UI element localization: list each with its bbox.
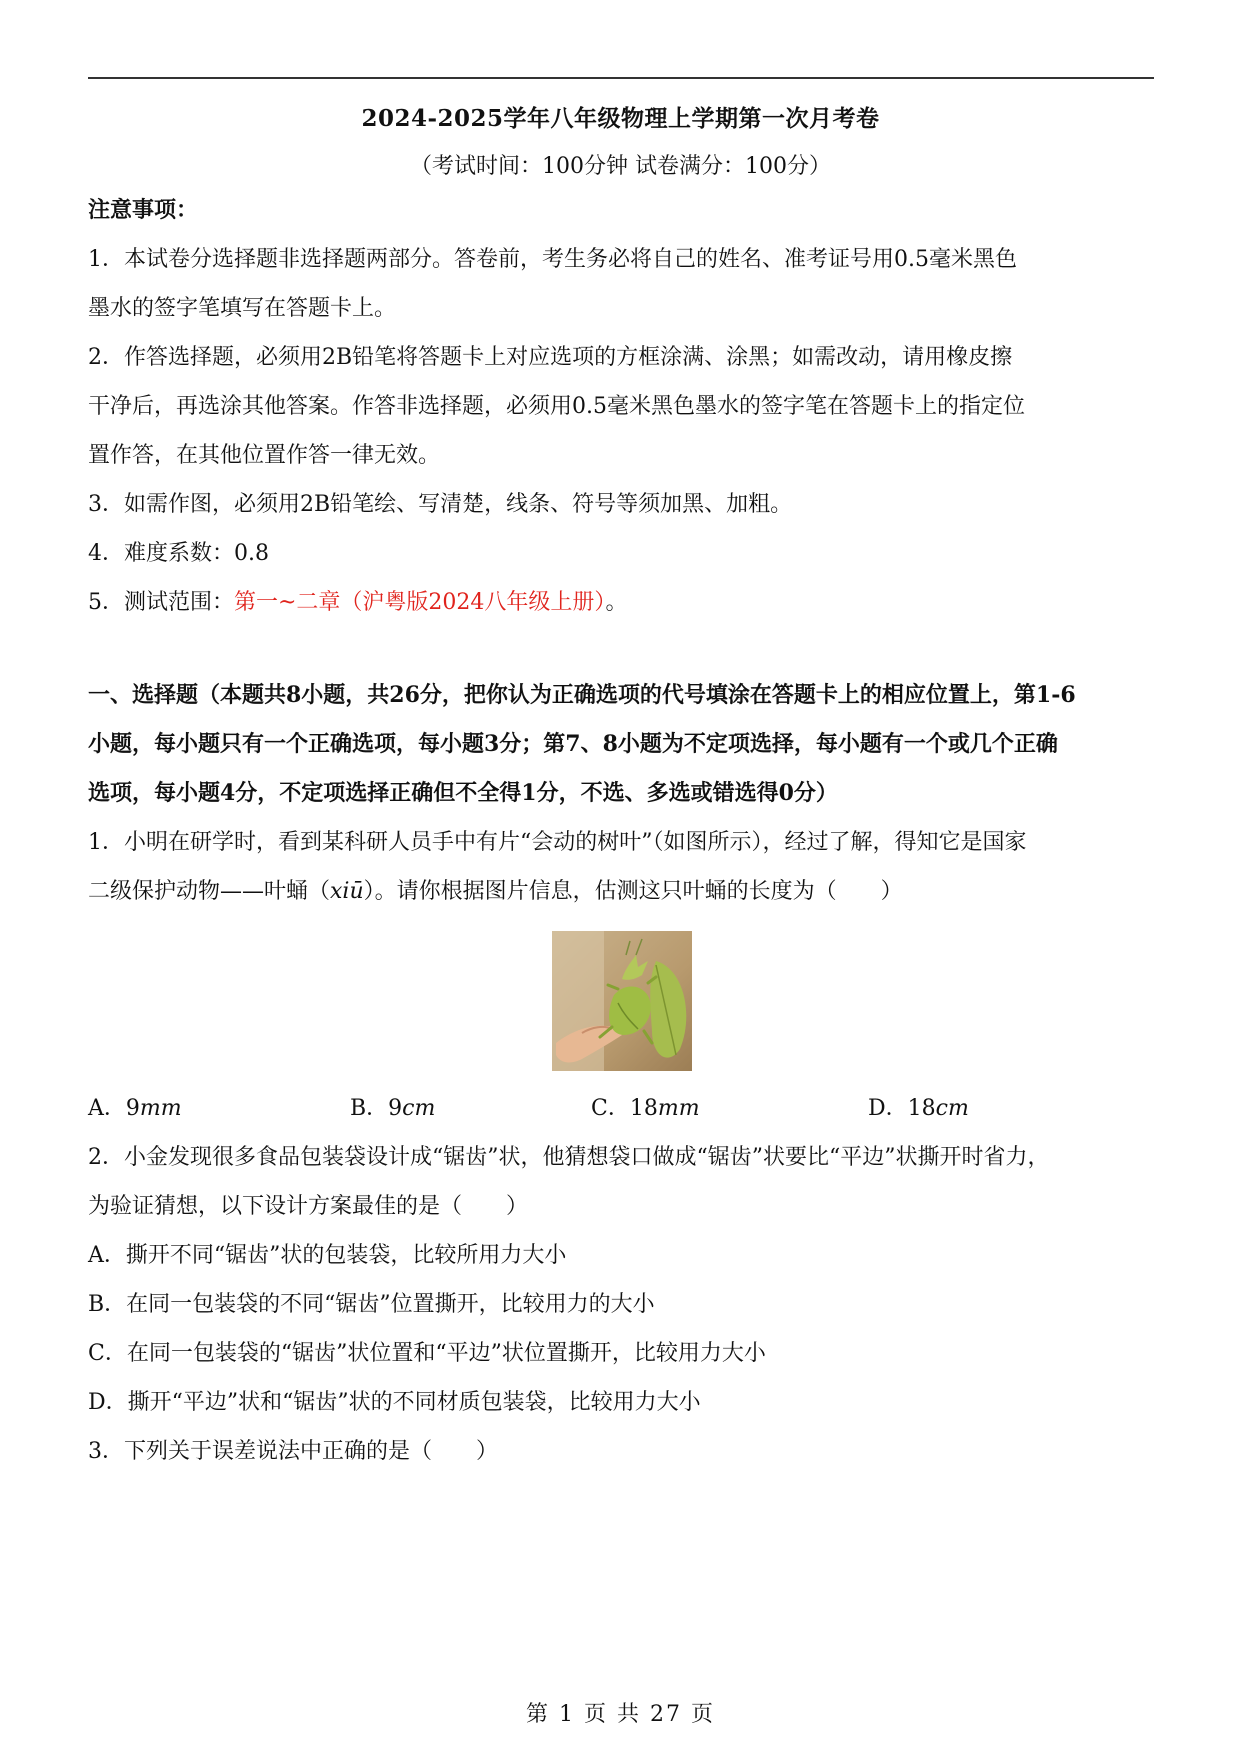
option-label: D．18 (868, 1096, 936, 1121)
notice-line: 4．难度系数：0.8 (88, 541, 269, 566)
q1-option-c[interactable] (591, 1084, 700, 1133)
option-label: C．18 (591, 1096, 658, 1121)
section-heading-line: 选项，每小题4分，不定项选择正确但不全得1分，不选、多选或错选得0分） (88, 780, 838, 806)
q1-stem-part: 二级保护动物——叶蛹（ (88, 879, 331, 904)
q1-options (88, 1084, 1154, 1133)
q2-option-b[interactable]: B．在同一包装袋的不同“锯齿”位置撕开，比较用力的大小 (88, 1292, 655, 1317)
section-heading (88, 671, 1154, 818)
q2-stem-line: 为验证猜想，以下设计方案最佳的是（ ） (88, 1194, 529, 1219)
notice-line-scope (88, 578, 1154, 627)
q3-stem: 3．下列关于误差说法中正确的是（ ） (88, 1439, 498, 1464)
q2-option-c[interactable]: C．在同一包装袋的“锯齿”状位置和“平边”状位置撕开，比较用力大小 (88, 1341, 766, 1366)
exam-title: 2024-2025学年八年级物理上学期第一次月考卷 (361, 105, 880, 132)
option-unit: cm (935, 1096, 969, 1121)
q1-stem-part: ）。请你根据图片信息，估测这只叶蛹的长度为（ ） (363, 879, 903, 904)
notice-line: 干净后，再选涂其他答案。作答非选择题，必须用0.5毫米黑色墨水的签字笔在答题卡上的指定位 (88, 394, 1025, 419)
exam-subtitle: （考试时间：100分钟 试卷满分：100分） (410, 154, 831, 179)
section-heading-line: 一、选择题（本题共8小题，共26分，把你认为正确选项的代号填涂在答题卡上的相应位置上，第1-6 (88, 682, 1076, 708)
notice-heading: 注意事项： (88, 197, 199, 223)
q1-option-b[interactable] (350, 1084, 435, 1133)
q2-option-d[interactable]: D．撕开“平边”状和“锯齿”状的不同材质包装袋，比较用力大小 (88, 1390, 701, 1415)
page-number: 第 1 页 共 27 页 (526, 1702, 715, 1727)
notice-line: 墨水的签字笔填写在答题卡上。 (88, 296, 397, 321)
section-heading-line: 小题，每小题只有一个正确选项，每小题3分；第7、8小题为不定项选择，每小题有一个或几个正确 (88, 731, 1058, 757)
option-label: A．9 (88, 1096, 140, 1121)
notice-line: 置作答，在其他位置作答一律无效。 (88, 443, 441, 468)
scope-highlight: 第一~二章（沪粤版2024八年级上册） (234, 590, 606, 615)
option-unit: mm (139, 1096, 182, 1121)
scope-prefix: 5．测试范围： (88, 590, 234, 615)
header-rule (88, 77, 1154, 79)
notice-line: 2．作答选择题，必须用2B铅笔将答题卡上对应选项的方框涂满、涂黑；如需改动，请用橡皮擦 (88, 345, 1013, 370)
scope-suffix: 。 (605, 590, 628, 615)
question-1 (88, 818, 1154, 916)
notice-line: 1．本试卷分选择题非选择题两部分。答卷前，考生务必将自己的姓名、准考证号用0.5毫米黑色 (88, 247, 1017, 272)
notice-block (88, 186, 1154, 627)
notice-line: 3．如需作图，必须用2B铅笔绘、写清楚，线条、符号等须加黑、加粗。 (88, 492, 793, 517)
q1-stem-line: 1．小明在研学时，看到某科研人员手中有片“会动的树叶”（如图所示），经过了解，得知它是国家 (88, 830, 1027, 855)
option-unit: mm (657, 1096, 700, 1121)
leaf-insect-photo (552, 931, 692, 1071)
q1-option-a[interactable] (88, 1084, 182, 1133)
question-2 (88, 1133, 1154, 1476)
q1-option-d[interactable] (868, 1084, 969, 1133)
q2-option-a[interactable]: A．撕开不同“锯齿”状的包装袋，比较所用力大小 (88, 1243, 567, 1268)
option-label: B．9 (350, 1096, 403, 1121)
option-unit: cm (402, 1096, 436, 1121)
q1-stem-line (88, 867, 1154, 916)
q2-stem-line: 2．小金发现很多食品包装袋设计成“锯齿”状，他猜想袋口做成“锯齿”状要比“平边”状撕开时省力， (88, 1145, 1050, 1170)
q1-pinyin: xiū (330, 879, 364, 904)
